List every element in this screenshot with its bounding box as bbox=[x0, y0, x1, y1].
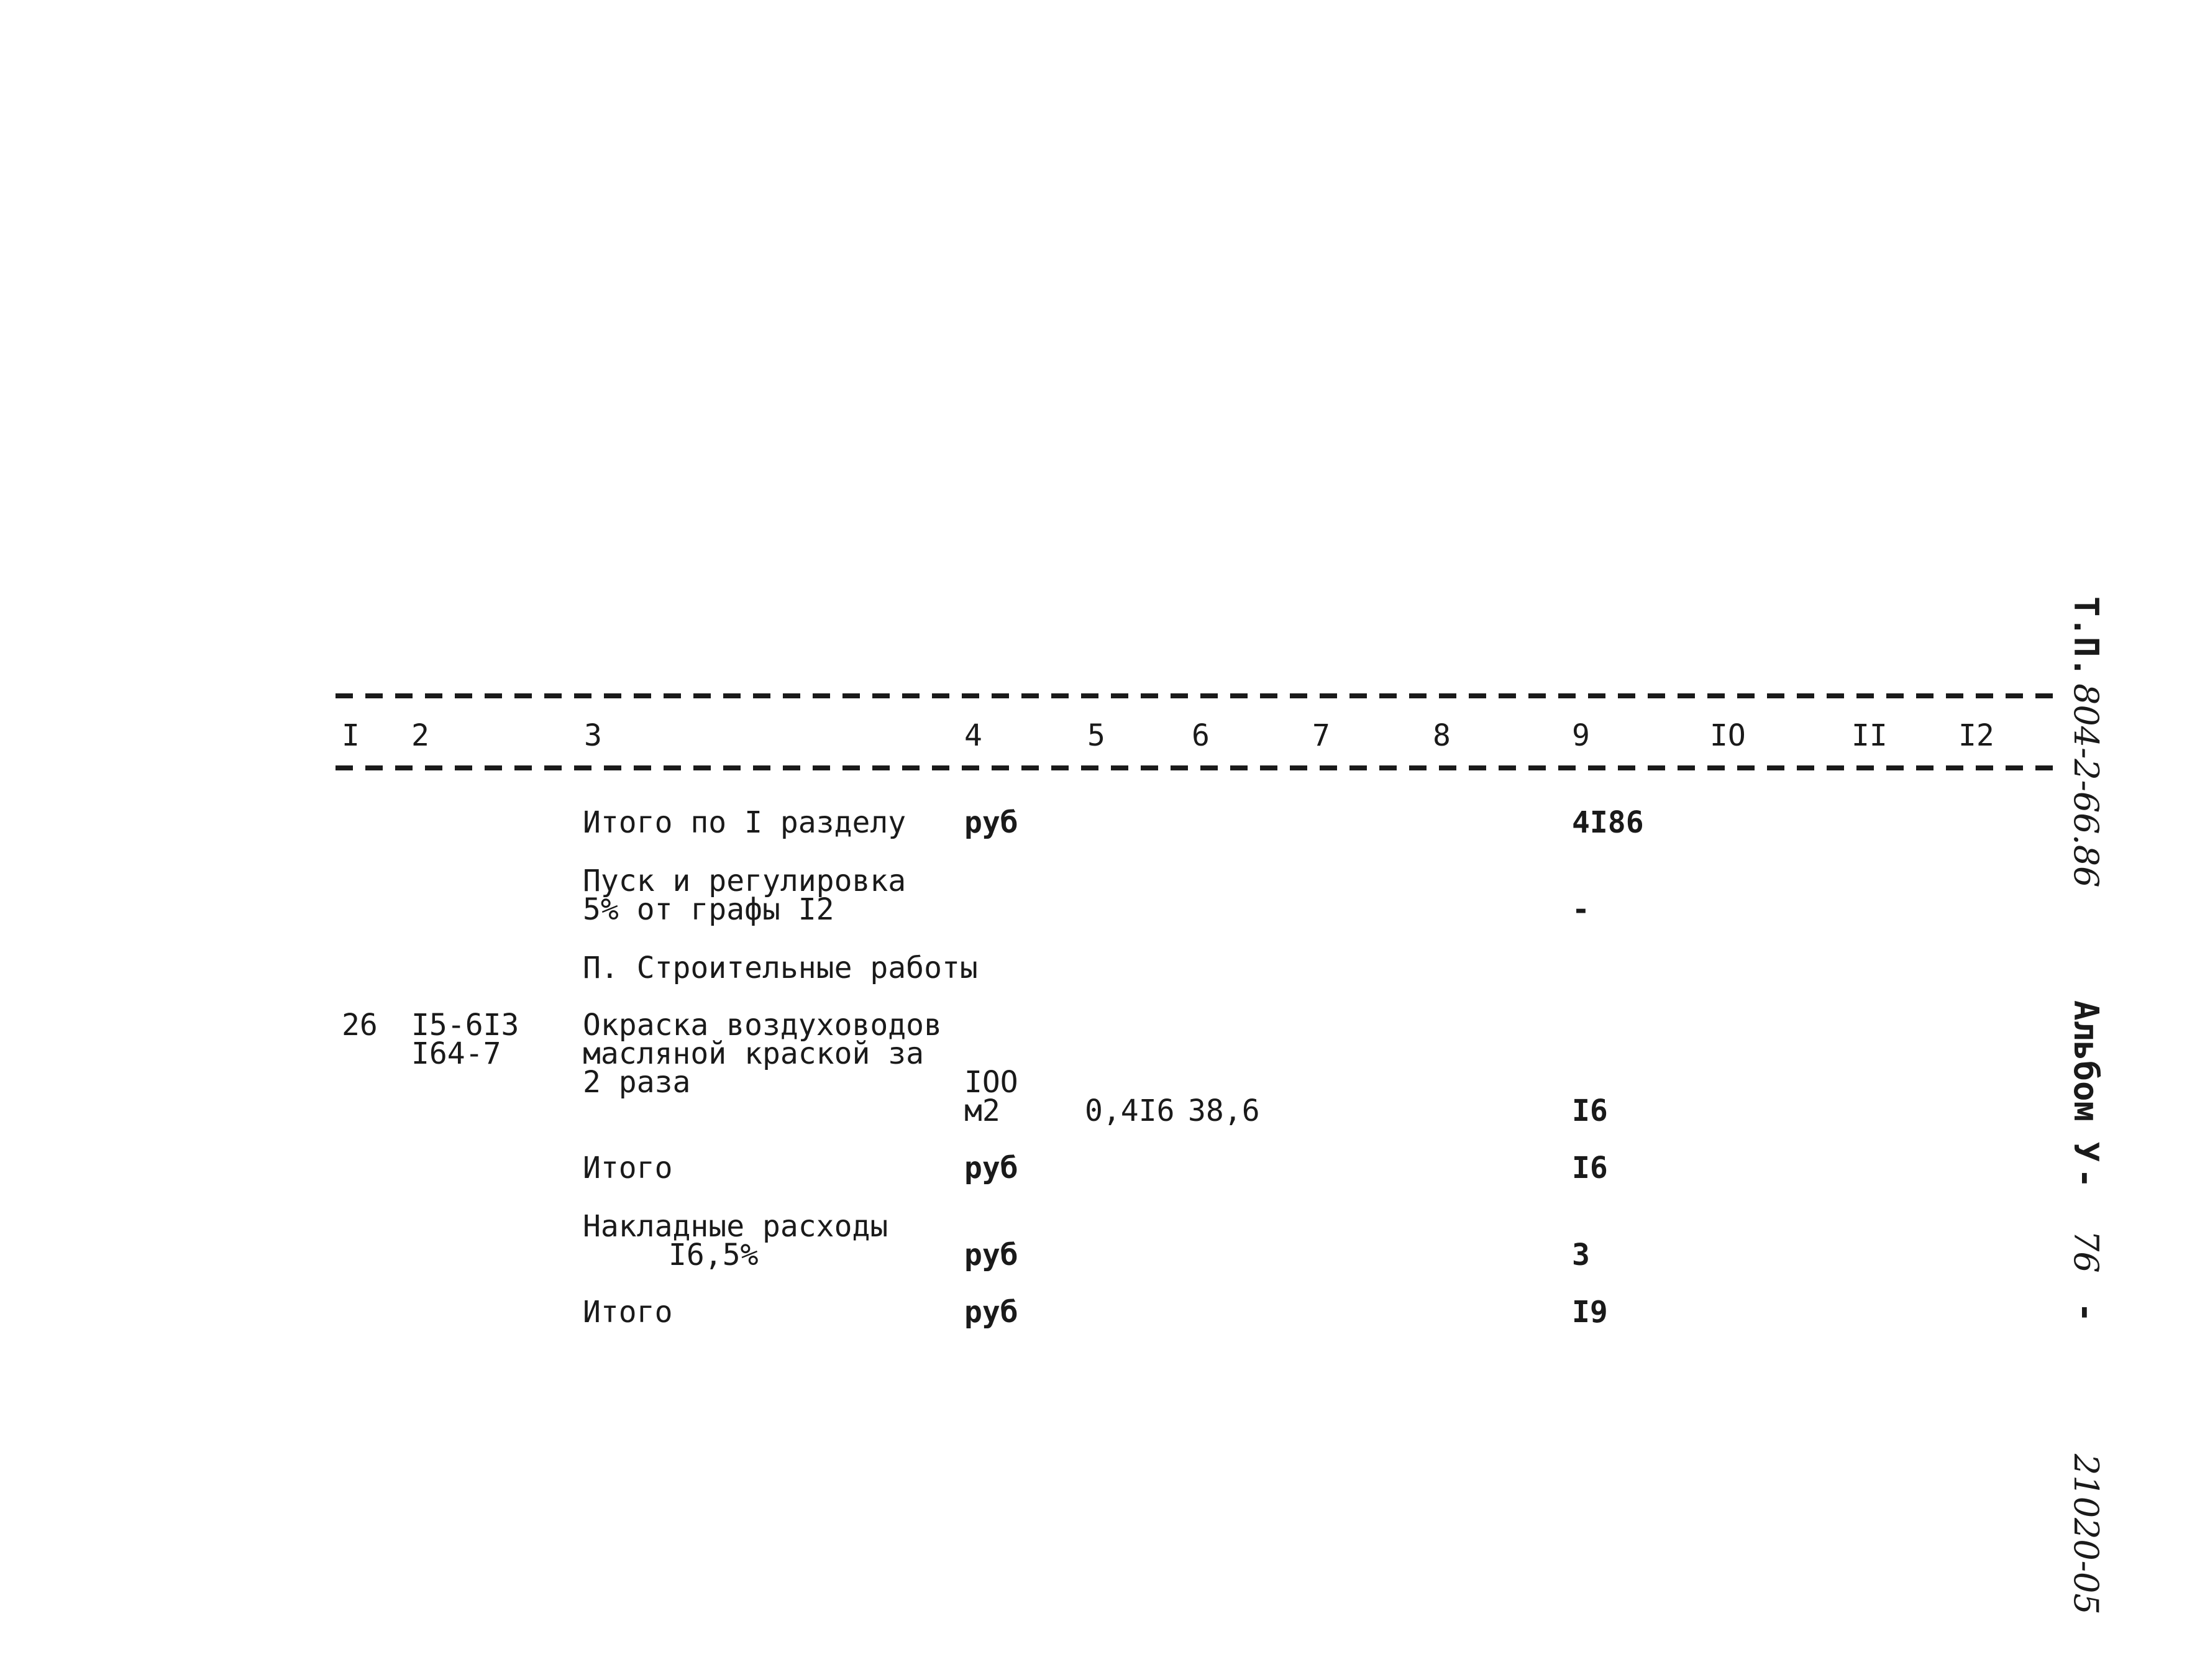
overhead-desc-line2: I6,5% bbox=[669, 1238, 759, 1272]
margin-album: Альбом У bbox=[2066, 1000, 2106, 1162]
item26-desc-line1: Окраска воздуховодов bbox=[583, 1008, 942, 1043]
col-header-1: I bbox=[342, 718, 360, 753]
margin-tp-number: 804-2-66.86 bbox=[2066, 683, 2106, 888]
section2-title: П. Строительные работы bbox=[583, 951, 978, 985]
col-header-3: 3 bbox=[584, 718, 602, 753]
item26-col5: 0,4I6 bbox=[1085, 1093, 1175, 1128]
item26-desc-line3: 2 раза bbox=[583, 1065, 691, 1100]
margin-page-number: 76 bbox=[2066, 1230, 2106, 1273]
total-a-unit: руб bbox=[964, 1151, 1018, 1185]
col-header-9: 9 bbox=[1572, 718, 1590, 753]
startup-desc-line1: Пуск и регулировка bbox=[583, 864, 906, 898]
overhead-unit: руб bbox=[964, 1238, 1018, 1272]
margin-tp-label: Т.П. bbox=[2066, 596, 2106, 678]
item26-code-line1: I5-6I3 bbox=[411, 1008, 519, 1043]
total-b-desc: Итого bbox=[583, 1295, 673, 1330]
col-header-12: I2 bbox=[1958, 718, 1994, 753]
col-header-5: 5 bbox=[1087, 718, 1105, 753]
total-a-desc: Итого bbox=[583, 1151, 673, 1185]
item26-unit-line1: IOO bbox=[964, 1065, 1018, 1100]
total-section1-desc: Итого по I разделу bbox=[583, 805, 906, 840]
col-header-6: 6 bbox=[1192, 718, 1210, 753]
startup-col9: - bbox=[1572, 892, 1590, 927]
item26-code-line2: I64-7 bbox=[411, 1036, 501, 1071]
overhead-col9: 3 bbox=[1572, 1238, 1590, 1272]
total-section1-unit: руб bbox=[964, 805, 1018, 840]
margin-dash-1: - bbox=[2066, 1168, 2106, 1189]
col-header-10: IO bbox=[1710, 718, 1746, 753]
total-a-col9: I6 bbox=[1572, 1151, 1608, 1185]
total-b-col9: I9 bbox=[1572, 1295, 1608, 1330]
col-header-11: II bbox=[1851, 718, 1888, 753]
overhead-desc-line1: Накладные расходы bbox=[583, 1209, 888, 1244]
col-header-8: 8 bbox=[1433, 718, 1451, 753]
item26-desc-line2: масляной краской за bbox=[583, 1036, 925, 1071]
item26-num: 26 bbox=[342, 1008, 378, 1043]
col-header-7: 7 bbox=[1312, 718, 1330, 753]
item26-unit-line2: м2 bbox=[964, 1093, 1000, 1128]
item26-col9: I6 bbox=[1572, 1093, 1608, 1128]
header-bottom-rule bbox=[336, 765, 2063, 770]
col-header-2: 2 bbox=[411, 718, 429, 753]
col-header-4: 4 bbox=[964, 718, 982, 753]
margin-doc-code: 21020-05 bbox=[2066, 1454, 2106, 1615]
startup-desc-line2: 5% от графы I2 bbox=[583, 892, 834, 927]
item26-col6: 38,6 bbox=[1188, 1093, 1260, 1128]
header-top-rule bbox=[336, 693, 2063, 698]
total-b-unit: руб bbox=[964, 1295, 1018, 1330]
total-section1-col9: 4I86 bbox=[1572, 805, 1644, 840]
margin-dash-2: - bbox=[2066, 1302, 2106, 1323]
